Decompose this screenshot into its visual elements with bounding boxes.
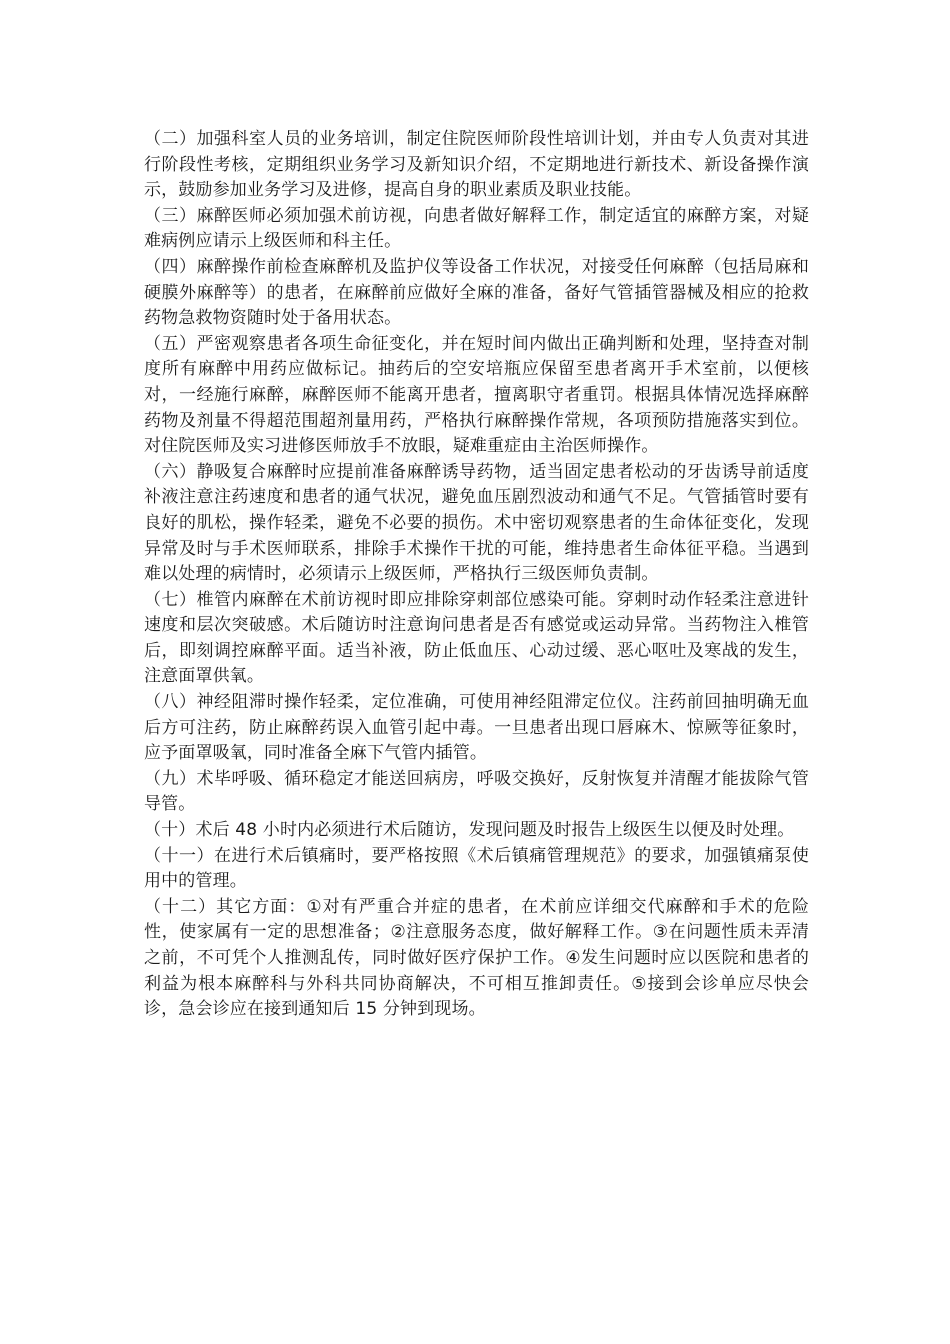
paragraph-5: （五）严密观察患者各项生命征变化，并在短时间内做出正确判断和处理，坚持查对制度所有麻醉中用药应做标记。抽药后的空安培瓶应保留至患者离开手术室前，以便核对，一经施行麻醉，麻醉医师不能离开患者，擅离职守者重罚。根据具体情况选择麻醉药物及剂量不得超范围超剂量用药，严格执行麻醉操作常规，各项预防措施落实到位。对住院医师及实习进修医师放手不放眼，疑难重症由主治医师操作。 <box>144 333 809 457</box>
paragraph-4: （四）麻醉操作前检查麻醉机及监护仪等设备工作状况，对接受任何麻醉（包括局麻和硬膜外麻醉等）的患者，在麻醉前应做好全麻的准备，备好气管插管器械及相应的抢救药物急救物资随时处于备用状态。 <box>144 256 809 329</box>
document-body <box>144 127 809 1023</box>
paragraph-8: （八）神经阻滞时操作轻柔，定位准确，可使用神经阻滞定位仪。注药前回抽明确无血后方可注药，防止麻醉药误入血管引起中毒。一旦患者出现口唇麻木、惊厥等征象时，应予面罩吸氧，同时准备全麻下气管内插管。 <box>144 692 809 764</box>
paragraph-9: （九）术毕呼吸、循环稳定才能送回病房，呼吸交换好，反射恢复并清醒才能拔除气管导管。 <box>144 768 809 815</box>
paragraph-10: （十）术后 48 小时内必须进行术后随访，发现问题及时报告上级医生以便及时处理。 <box>144 820 795 841</box>
paragraph-11: （十一）在进行术后镇痛时，要严格按照《术后镇痛管理规范》的要求，加强镇痛泵使用中的管理。 <box>144 845 809 892</box>
paragraph-12: （十二）其它方面：①对有严重合并症的患者，在术前应详细交代麻醉和手术的危险性，使家属有一定的思想准备；②注意服务态度，做好解释工作。③在问题性质未弄清之前，不可凭个人推测乱传，同时做好医疗保护工作。④发生问题时应以医院和患者的利益为根本麻醉科与外科共同协商解决，不可相互推卸责任。⑤接到会诊单应尽快会诊，急会诊应在接到通知后 15 分钟到现场。 <box>144 896 809 1020</box>
paragraph-3: （三）麻醉医师必须加强术前访视，向患者做好解释工作，制定适宜的麻醉方案，对疑难病例应请示上级医师和科主任。 <box>144 205 809 252</box>
paragraph-7: （七）椎管内麻醉在术前访视时即应排除穿刺部位感染可能。穿刺时动作轻柔注意进针速度和层次突破感。术后随访时注意询问患者是否有感觉或运动异常。当药物注入椎管后，即刻调控麻醉平面。适当补液，防止低血压、心动过缓、恶心呕吐及寒战的发生，注意面罩供氧。 <box>144 589 809 687</box>
paragraph-6: （六）静吸复合麻醉时应提前准备麻醉诱导药物，适当固定患者松动的牙齿诱导前适度补液注意注药速度和患者的通气状况，避免血压剧烈波动和通气不足。气管插管时要有良好的肌松，操作轻柔，避免不必要的损伤。术中密切观察患者的生命体征变化，发现异常及时与手术医师联系，排除手术操作干扰的可能，维持患者生命体征平稳。当遇到难以处理的病情时，必须请示上级医师，严格执行三级医师负责制。 <box>144 461 809 585</box>
paragraph-2: （二）加强科室人员的业务培训，制定住院医师阶段性培训计划，并由专人负责对其进行阶段性考核，定期组织业务学习及新知识介绍，不定期地进行新技术、新设备操作演示，鼓励参加业务学习及进修，提高自身的职业素质及职业技能。 <box>144 129 809 201</box>
